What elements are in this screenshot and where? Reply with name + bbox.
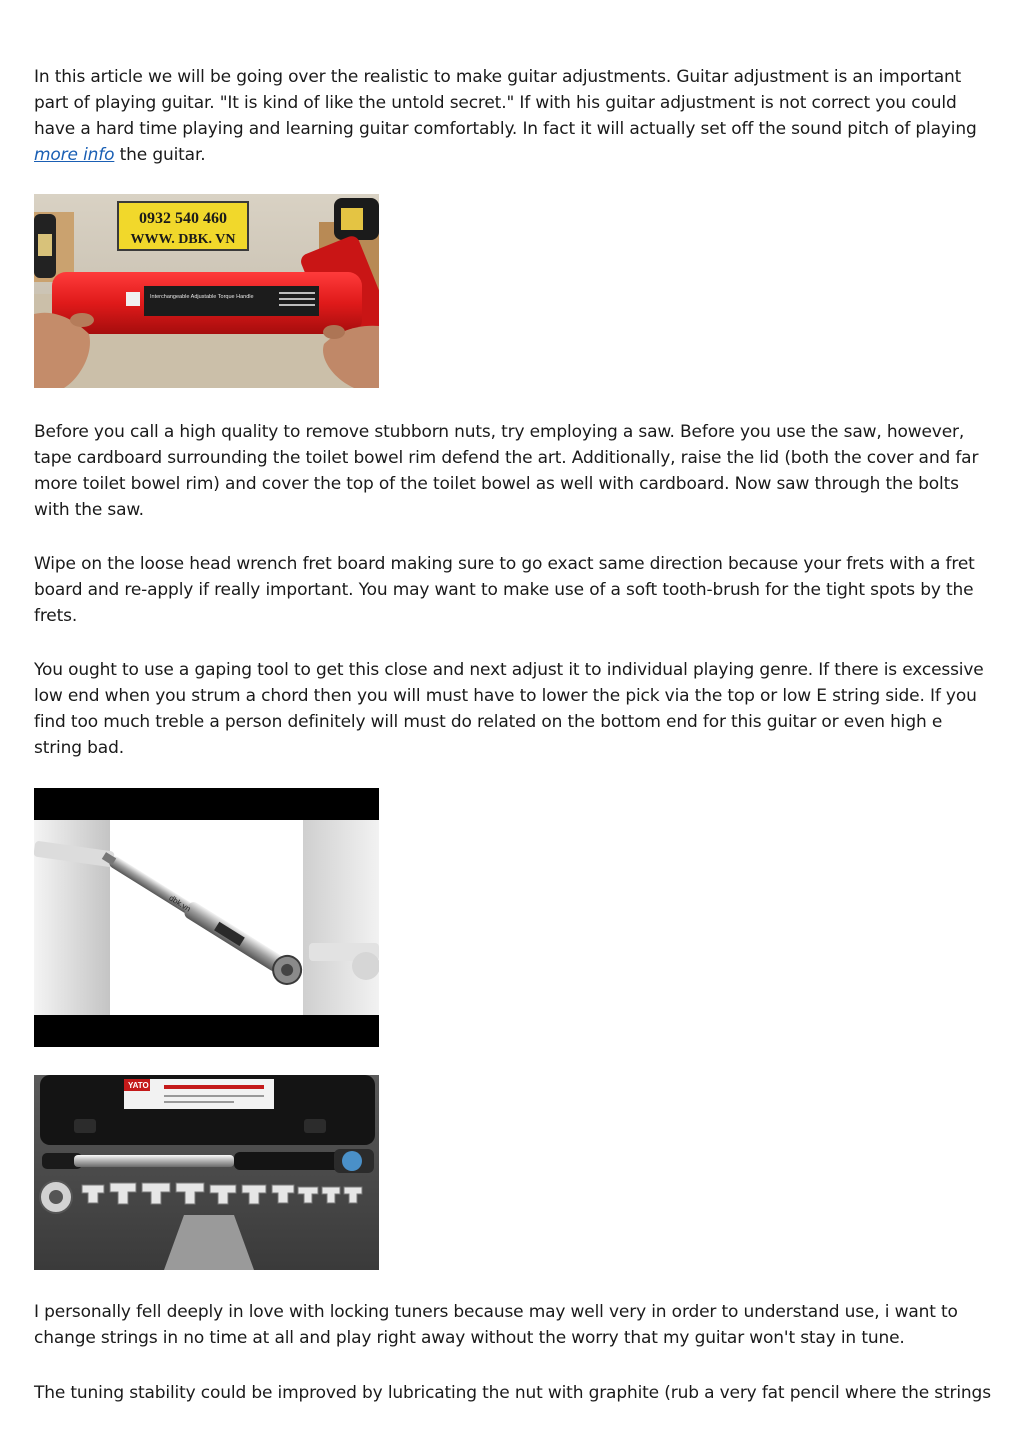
sign-web-text: WWW. DBK. VN: [130, 232, 236, 247]
wrench-mark-text: dbk.vn: [167, 893, 193, 914]
intro-text: In this article we will be going over the realistic to make guitar adjustments. Guitar adjustment is an important part of playing guitar. "It is kind of like the untold secret." If with his guitar adjustment is not correct you could have a hard time playing and learning guitar comfortably. In fact it will actually set off the sound pitch of playing: [34, 67, 977, 139]
torque-case-photo: [34, 194, 379, 388]
sign-phone-text: 0932 540 460: [139, 210, 227, 227]
paragraph-locking-tuners: I personally fell deeply in love with locking tuners because may well very in order to understand use, i want to change strings in no time at all and play right away without the worry that my guitar won't stay in tune.: [34, 1302, 958, 1348]
paragraph-intro: [34, 64, 992, 168]
paragraph-gaping-tool: You ought to use a gaping tool to get this close and next adjust it to individual playing genre. If there is excessive low end when you strum a chord then you will must have to lower the pick via the top or low E string side. If you find too much treble a person definitely will must do related on the bottom end for this guitar or even high e string bad.: [34, 660, 984, 758]
paragraph-tuning-stability: The tuning stability could be improved by lubricating the nut with graphite (rub a very fat pencil where the strings: [34, 1383, 991, 1403]
torque-wrench-photo: [34, 788, 379, 1047]
paragraph-saw: Before you call a high quality to remove stubborn nuts, try employing a saw. Before you use the saw, however, tape cardboard surrounding the toilet bowel rim defend the art. Additionally, raise the lid (both the cover and far more toilet bowel rim) and cover the top of the toilet bowel as well with cardboard. Now saw through the bolts with the saw.: [34, 422, 979, 520]
more-info-link[interactable]: more info: [34, 145, 115, 165]
case-brand-text: YATO: [128, 1081, 149, 1090]
intro-text-end: the guitar.: [114, 145, 206, 165]
wrench-set-photo: [34, 1075, 379, 1270]
handle-label-text: Interchangeable Adjustable Torque Handle: [150, 294, 254, 300]
paragraph-fret-board: Wipe on the loose head wrench fret board making sure to go exact same direction because your frets with a fret board and re-apply if really important. You may want to make use of a soft tooth-brush for the tight spots by the frets.: [34, 554, 975, 626]
